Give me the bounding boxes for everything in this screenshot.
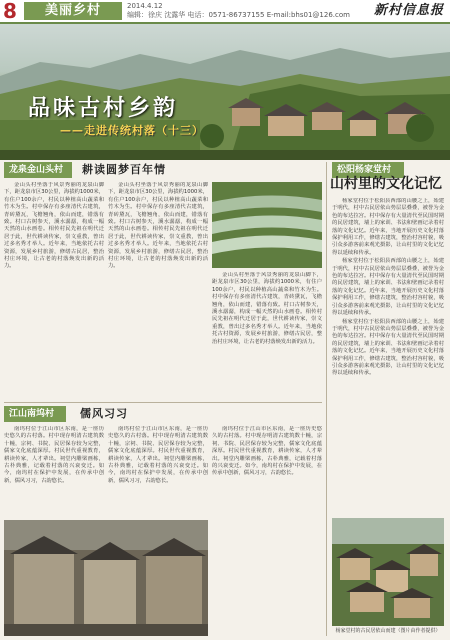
article1-body: 金山头村坐落于风景秀丽的龙泉山脚下，距龙泉市区30公里，海拔约1000米，有住户100余户，村民以种植高山蔬菜和竹木为生。村中保存有多座清代古建筑，青砖黛瓦，飞檐翘角，依山而建，错落有致。村口古树参天，溪水潺潺，构成一幅天然的山水画卷。相传村民先祖在明代迁居于此，世代耕读传家，崇文重教，曾出过多名秀才举人。近年来，当地依托古村资源，发展乡村旅游，修缮古民居，整治村庄环境，让古老的村落焕发出新的活力。	[4, 182, 104, 270]
article2-body: 南坞村位于江山市区东南，是一座历史悠久的古村落。村中现存明清古建筑数十幢，宗祠、书院、民居保存较为完整，儒家文化底蕴深厚。村民世代重视教育，耕读传家，人才辈出。祠堂内雕梁画栋，古朴典雅，记载着村落的兴衰变迁。如今，南坞村在保护中发展，在传承中创新，儒风习习，古韵悠长。	[4, 426, 104, 484]
article2-col2	[108, 426, 208, 516]
article2-col1	[4, 426, 104, 516]
article1-photo-terraces	[212, 182, 322, 268]
page-header	[0, 0, 450, 24]
article1-body-cont: 金山头村坐落于风景秀丽的龙泉山脚下，距龙泉市区30公里，海拔约1000米，有住户100余户，村民以种植高山蔬菜和竹木为生。村中保存有多座清代古建筑，青砖黛瓦，飞檐翘角，依山而建，错落有致。村口古树参天，溪水潺潺，构成一幅天然的山水画卷。相传村民先祖在明代迁居于此，世代耕读传家，崇文重教，曾出过多名秀才举人。近年来，当地依托古村资源，发展乡村旅游，修缮古民居，整治村庄环境，让古老的村落焕发出新的活力。	[108, 182, 208, 270]
article1-body-cont2: 金山头村坐落于风景秀丽的龙泉山脚下，距龙泉市区30公里，海拔约1000米，有住户100余户，村民以种植高山蔬菜和竹木为生。村中保存有多座清代古建筑，青砖黛瓦，飞檐翘角，依山而建，错落有致。村口古树参天，溪水潺潺，构成一幅天然的山水画卷。相传村民先祖在明代迁居于此，世代耕读传家，崇文重教，曾出过多名秀才举人。近年来，当地依托古村资源，发展乡村旅游，修缮古民居，整治村庄环境，让古老的村落焕发出新的活力。	[212, 272, 322, 345]
village-image	[4, 520, 208, 636]
column-divider	[326, 162, 327, 636]
newspaper-brand: 新村信息报	[373, 3, 444, 18]
article3-col	[332, 198, 444, 514]
article2-headline: 儒风习习	[80, 407, 128, 420]
article2-col3	[212, 426, 322, 636]
issue-date: 2014.4.12	[127, 2, 163, 10]
article1-col3	[212, 272, 322, 400]
article3-body: 杨家堂村位于松阳县西部的山腰之上，始建于明代，村中古民居依山势层层叠叠，被誉为金色的布达拉宫。村中保存有大量清代至民国时期的民居建筑，墙上的家训、书法和壁画记录着村落的文化记忆。近年来，当地开展历史文化村落保护利用工作，修缮古建筑，整治村容村貌，吸引众多游客前来观光摄影，让山村里的文化记忆得以延续和传承。	[332, 198, 444, 256]
email: E-mail:bhs01@126.com	[266, 11, 350, 19]
hillside-village-image	[332, 518, 444, 626]
article2-photo-village	[4, 520, 208, 636]
article1-headline: 耕读圆梦百年情	[82, 163, 166, 176]
phone: 电话：0571-86737155	[187, 11, 265, 19]
article2-body-cont2: 南坞村位于江山市区东南，是一座历史悠久的古村落。村中现存明清古建筑数十幢，宗祠、书院、民居保存较为完整，儒家文化底蕴深厚。村民世代重视教育，耕读传家，人才辈出。祠堂内雕梁画栋，古朴典雅，记载着村落的兴衰变迁。如今，南坞村在保护中发展，在传承中创新，儒风习习，古韵悠长。	[212, 426, 322, 477]
hero-title: 品味古村乡韵	[28, 96, 179, 121]
hero-banner	[0, 24, 450, 160]
terraces-image	[212, 182, 322, 268]
article3-photo-yangjiatang	[332, 518, 444, 626]
article2-location-band: 江山南坞村	[4, 406, 66, 422]
header-meta	[127, 2, 350, 20]
hero-landscape-image	[0, 24, 450, 160]
section-title: 美丽乡村	[24, 2, 122, 20]
article3-body-cont2: 杨家堂村位于松阳县西部的山腰之上，始建于明代，村中古民居依山势层层叠叠，被誉为金色的布达拉宫。村中保存有大量清代至民国时期的民居建筑，墙上的家训、书法和壁画记录着村落的文化记忆。近年来，当地开展历史文化村落保护利用工作，修缮古建筑，整治村容村貌，吸引众多游客前来观光摄影，让山村里的文化记忆得以延续和传承。	[332, 318, 444, 377]
article1-col1	[4, 182, 104, 400]
article1-location-band: 龙泉金山头村	[4, 162, 72, 178]
editors: 编辑：徐庆 沈露华	[127, 11, 186, 19]
photo-caption: 杨家堂村的古民居依山而建（图片由作者提供）	[335, 628, 441, 634]
article3-location-band: 松阳杨家堂村	[332, 162, 404, 178]
article1-col2	[108, 182, 208, 400]
page-number: 8	[3, 0, 17, 23]
section-divider	[4, 402, 322, 403]
hero-subtitle: ——走进传统村落（十三）	[60, 124, 204, 137]
article3-body-cont: 杨家堂村位于松阳县西部的山腰之上，始建于明代，村中古民居依山势层层叠叠，被誉为金色的布达拉宫。村中保存有大量清代至民国时期的民居建筑，墙上的家训、书法和壁画记录着村落的文化记忆。近年来，当地开展历史文化村落保护利用工作，修缮古建筑，整治村容村貌，吸引众多游客前来观光摄影，让山村里的文化记忆得以延续和传承。	[332, 258, 444, 317]
article3-headline: 山村里的文化记忆	[330, 176, 442, 192]
article2-body-cont: 南坞村位于江山市区东南，是一座历史悠久的古村落。村中现存明清古建筑数十幢，宗祠、书院、民居保存较为完整，儒家文化底蕴深厚。村民世代重视教育，耕读传家，人才辈出。祠堂内雕梁画栋，古朴典雅，记载着村落的兴衰变迁。如今，南坞村在保护中发展，在传承中创新，儒风习习，古韵悠长。	[108, 426, 208, 484]
